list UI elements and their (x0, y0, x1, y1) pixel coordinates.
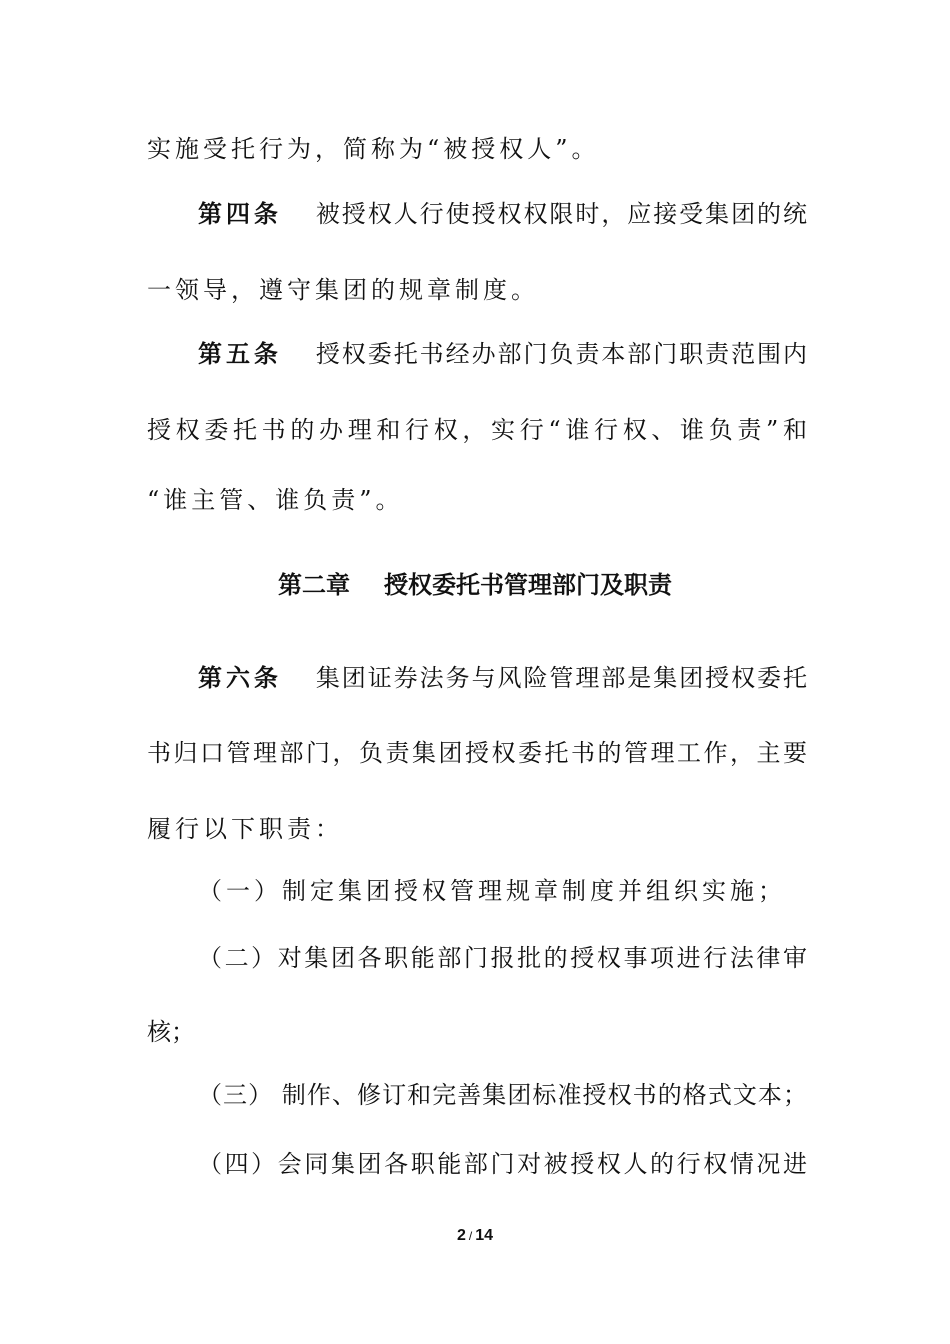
article-4-line-1 (198, 196, 807, 232)
chapter-heading (0, 567, 950, 603)
paragraph-line: 实施受托行为，简称为“被授权人”。 (147, 135, 600, 163)
article-5-line-3: “谁主管、谁负责”。 (147, 486, 404, 514)
article-5-line-2: 授权委托书的办理和行权，实行“谁行权、谁负责”和 (147, 416, 807, 444)
chapter-number: 第二章 (278, 571, 350, 599)
article-5-text: 授权委托书经办部门负责本部门职责范围内 (315, 340, 808, 368)
article-6-line-1 (198, 660, 807, 696)
article-5-label: 第五条 (198, 340, 282, 368)
list-item-4-line-1: （四）会同集团各职能部门对被授权人的行权情况进 (198, 1150, 807, 1178)
page-number (0, 1224, 950, 1248)
article-6-line-2: 书归口管理部门，负责集团授权委托书的管理工作，主要 (147, 739, 807, 767)
page-separator: / (468, 1229, 473, 1243)
article-4-label: 第四条 (198, 200, 282, 228)
article-5-line-1 (198, 336, 807, 372)
list-item-2-line-2: 核； (147, 1018, 195, 1046)
article-6-label: 第六条 (198, 664, 282, 692)
list-item-1: （一）制定集团授权管理规章制度并组织实施； (198, 877, 786, 905)
article-4-text: 被授权人行使授权权限时，应接受集团的统 (315, 200, 808, 228)
article-6-text: 集团证券法务与风险管理部是集团授权委托 (315, 664, 808, 692)
list-item-3: （三） 制作、修订和完善集团标准授权书的格式文本； (198, 1081, 807, 1109)
list-item-2-line-1: （二）对集团各职能部门报批的授权事项进行法律审 (198, 944, 807, 972)
total-pages: 14 (475, 1227, 494, 1244)
article-6-line-3: 履行以下职责： (147, 815, 343, 843)
article-4-line-2: 一领导，遵守集团的规章制度。 (147, 276, 539, 304)
chapter-title: 授权委托书管理部门及职责 (384, 571, 672, 599)
current-page: 2 (456, 1227, 466, 1244)
